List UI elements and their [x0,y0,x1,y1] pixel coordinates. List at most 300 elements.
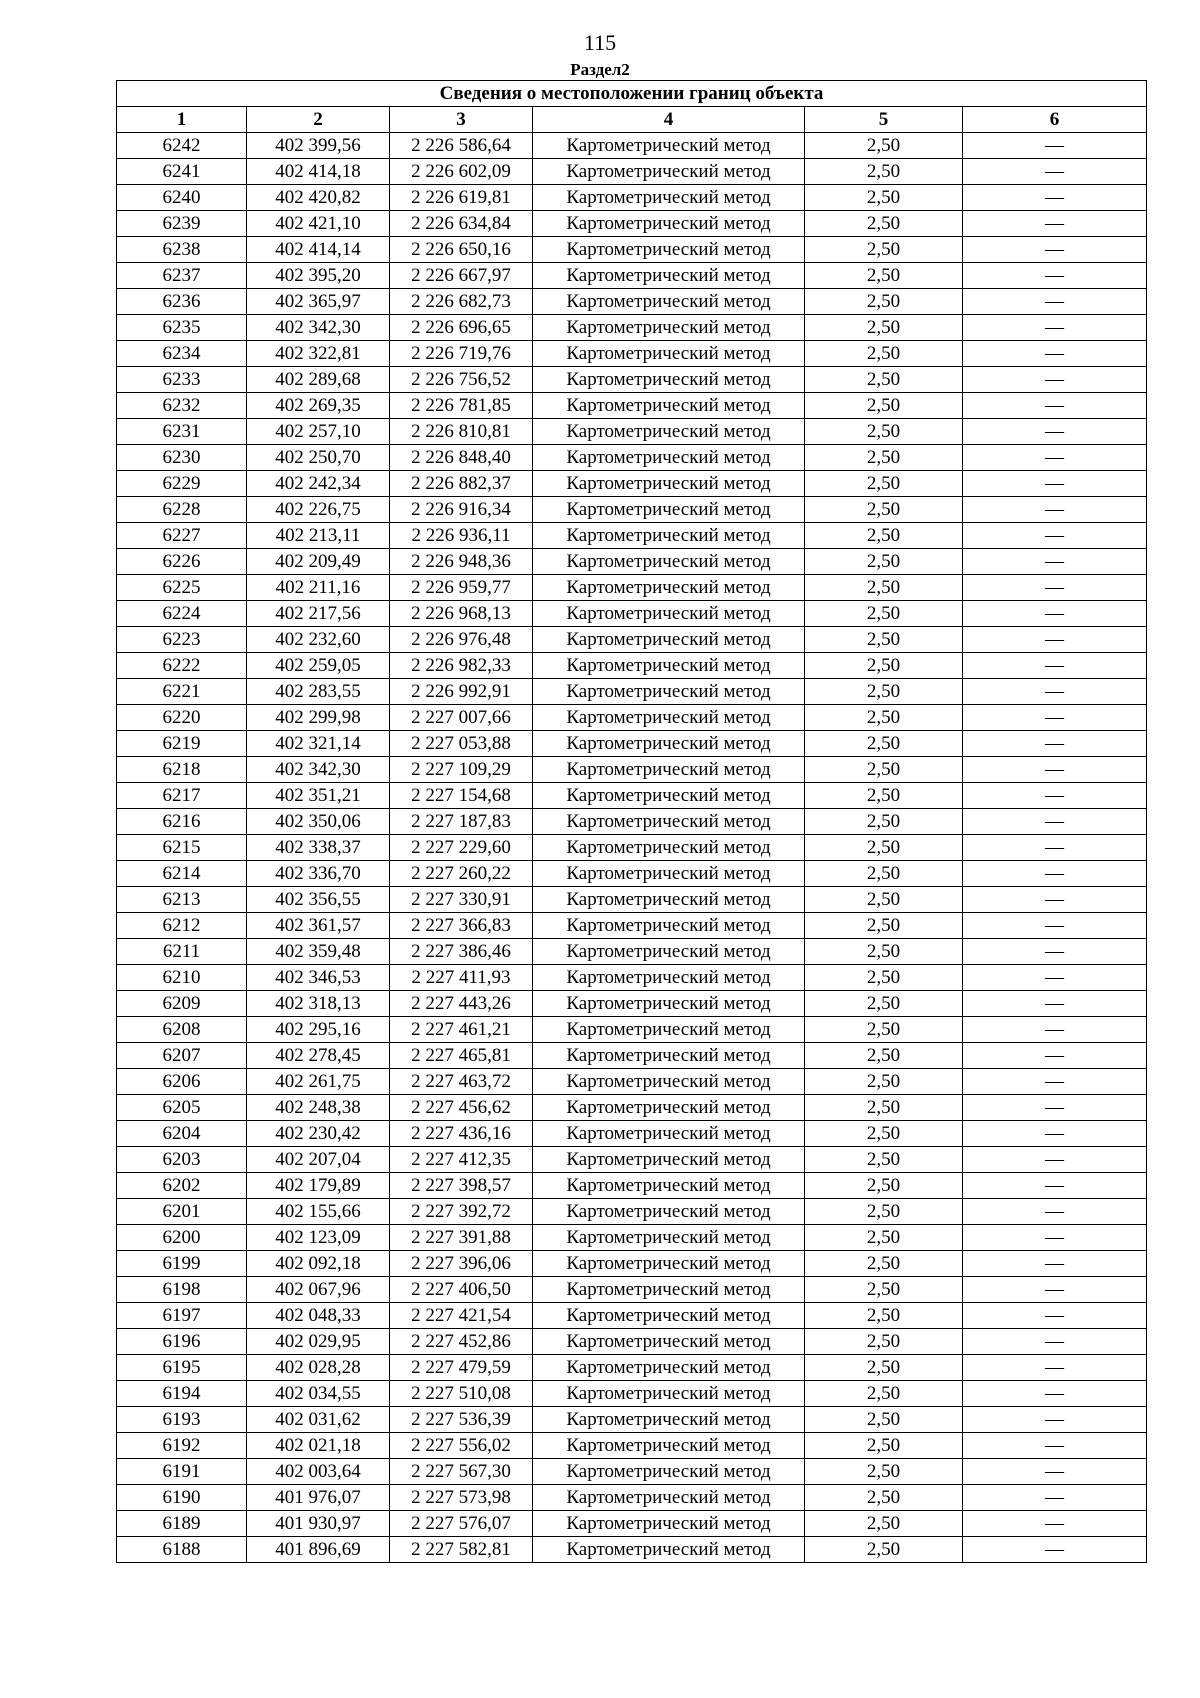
method-cell: Картометрический метод [533,653,805,679]
x-coordinate-cell: 402 179,89 [247,1173,390,1199]
table-row [117,133,1147,159]
x-coordinate-cell: 402 242,34 [247,471,390,497]
point-number-cell: 6225 [117,575,247,601]
method-cell: Картометрический метод [533,783,805,809]
x-coordinate-cell: 402 336,70 [247,861,390,887]
method-cell: Картометрический метод [533,185,805,211]
description-cell: — [963,1173,1147,1199]
point-number-cell: 6207 [117,1043,247,1069]
description-cell: — [963,757,1147,783]
description-cell: — [963,185,1147,211]
table-row [117,419,1147,445]
description-cell: — [963,1537,1147,1563]
y-coordinate-cell: 2 227 576,07 [390,1511,533,1537]
description-cell: — [963,731,1147,757]
y-coordinate-cell: 2 227 556,02 [390,1433,533,1459]
x-coordinate-cell: 402 092,18 [247,1251,390,1277]
table-body [117,133,1147,1563]
point-number-cell: 6209 [117,991,247,1017]
method-cell: Картометрический метод [533,991,805,1017]
description-cell: — [963,393,1147,419]
point-number-cell: 6204 [117,1121,247,1147]
accuracy-cell: 2,50 [805,1147,963,1173]
column-number: 4 [533,107,805,133]
table-row [117,783,1147,809]
x-coordinate-cell: 401 976,07 [247,1485,390,1511]
description-cell: — [963,601,1147,627]
point-number-cell: 6235 [117,315,247,341]
method-cell: Картометрический метод [533,367,805,393]
point-number-cell: 6191 [117,1459,247,1485]
accuracy-cell: 2,50 [805,549,963,575]
point-number-cell: 6189 [117,1511,247,1537]
x-coordinate-cell: 402 351,21 [247,783,390,809]
accuracy-cell: 2,50 [805,1433,963,1459]
table-row [117,445,1147,471]
point-number-cell: 6197 [117,1303,247,1329]
accuracy-cell: 2,50 [805,913,963,939]
x-coordinate-cell: 402 021,18 [247,1433,390,1459]
x-coordinate-cell: 402 420,82 [247,185,390,211]
description-cell: — [963,159,1147,185]
description-cell: — [963,575,1147,601]
x-coordinate-cell: 402 359,48 [247,939,390,965]
accuracy-cell: 2,50 [805,835,963,861]
x-coordinate-cell: 402 031,62 [247,1407,390,1433]
method-cell: Картометрический метод [533,1251,805,1277]
table-row [117,861,1147,887]
x-coordinate-cell: 402 028,28 [247,1355,390,1381]
description-cell: — [963,887,1147,913]
accuracy-cell: 2,50 [805,419,963,445]
accuracy-cell: 2,50 [805,1069,963,1095]
description-cell: — [963,1225,1147,1251]
method-cell: Картометрический метод [533,1173,805,1199]
point-number-cell: 6222 [117,653,247,679]
x-coordinate-cell: 402 299,98 [247,705,390,731]
point-number-cell: 6217 [117,783,247,809]
table-row [117,1069,1147,1095]
accuracy-cell: 2,50 [805,601,963,627]
description-cell: — [963,263,1147,289]
accuracy-cell: 2,50 [805,341,963,367]
accuracy-cell: 2,50 [805,159,963,185]
point-number-cell: 6196 [117,1329,247,1355]
accuracy-cell: 2,50 [805,1511,963,1537]
accuracy-cell: 2,50 [805,185,963,211]
description-cell: — [963,133,1147,159]
point-number-cell: 6213 [117,887,247,913]
accuracy-cell: 2,50 [805,263,963,289]
accuracy-cell: 2,50 [805,1459,963,1485]
x-coordinate-cell: 401 930,97 [247,1511,390,1537]
column-number: 2 [247,107,390,133]
x-coordinate-cell: 401 896,69 [247,1537,390,1563]
point-number-cell: 6205 [117,1095,247,1121]
accuracy-cell: 2,50 [805,1537,963,1563]
point-number-cell: 6195 [117,1355,247,1381]
y-coordinate-cell: 2 227 536,39 [390,1407,533,1433]
method-cell: Картометрический метод [533,1017,805,1043]
y-coordinate-cell: 2 227 510,08 [390,1381,533,1407]
table-row [117,705,1147,731]
column-number: 1 [117,107,247,133]
method-cell: Картометрический метод [533,705,805,731]
table-row [117,393,1147,419]
point-number-cell: 6226 [117,549,247,575]
y-coordinate-cell: 2 226 634,84 [390,211,533,237]
x-coordinate-cell: 402 211,16 [247,575,390,601]
method-cell: Картометрический метод [533,1485,805,1511]
y-coordinate-cell: 2 227 406,50 [390,1277,533,1303]
y-coordinate-cell: 2 227 053,88 [390,731,533,757]
y-coordinate-cell: 2 227 461,21 [390,1017,533,1043]
table-row [117,887,1147,913]
table-row [117,315,1147,341]
point-number-cell: 6219 [117,731,247,757]
table-row [117,575,1147,601]
method-cell: Картометрический метод [533,939,805,965]
y-coordinate-cell: 2 226 976,48 [390,627,533,653]
point-number-cell: 6242 [117,133,247,159]
y-coordinate-cell: 2 227 398,57 [390,1173,533,1199]
accuracy-cell: 2,50 [805,133,963,159]
description-cell: — [963,705,1147,731]
description-cell: — [963,1329,1147,1355]
table-row [117,1303,1147,1329]
y-coordinate-cell: 2 227 392,72 [390,1199,533,1225]
description-cell: — [963,237,1147,263]
point-number-cell: 6227 [117,523,247,549]
accuracy-cell: 2,50 [805,965,963,991]
description-cell: — [963,1043,1147,1069]
table-row [117,1355,1147,1381]
description-cell: — [963,1277,1147,1303]
description-cell: — [963,1355,1147,1381]
table-row [117,211,1147,237]
accuracy-cell: 2,50 [805,1121,963,1147]
table-row [117,1381,1147,1407]
method-cell: Картометрический метод [533,237,805,263]
y-coordinate-cell: 2 226 982,33 [390,653,533,679]
accuracy-cell: 2,50 [805,575,963,601]
x-coordinate-cell: 402 322,81 [247,341,390,367]
y-coordinate-cell: 2 227 436,16 [390,1121,533,1147]
description-cell: — [963,315,1147,341]
table-row [117,289,1147,315]
point-number-cell: 6238 [117,237,247,263]
x-coordinate-cell: 402 399,56 [247,133,390,159]
accuracy-cell: 2,50 [805,289,963,315]
point-number-cell: 6216 [117,809,247,835]
x-coordinate-cell: 402 346,53 [247,965,390,991]
x-coordinate-cell: 402 003,64 [247,1459,390,1485]
method-cell: Картометрический метод [533,1537,805,1563]
accuracy-cell: 2,50 [805,861,963,887]
x-coordinate-cell: 402 029,95 [247,1329,390,1355]
method-cell: Картометрический метод [533,1459,805,1485]
page-number: 115 [583,30,617,55]
method-cell: Картометрический метод [533,1433,805,1459]
y-coordinate-cell: 2 226 992,91 [390,679,533,705]
method-cell: Картометрический метод [533,341,805,367]
point-number-cell: 6199 [117,1251,247,1277]
x-coordinate-cell: 402 414,14 [247,237,390,263]
method-cell: Картометрический метод [533,133,805,159]
y-coordinate-cell: 2 226 882,37 [390,471,533,497]
method-cell: Картометрический метод [533,913,805,939]
point-number-cell: 6194 [117,1381,247,1407]
description-cell: — [963,523,1147,549]
x-coordinate-cell: 402 257,10 [247,419,390,445]
y-coordinate-cell: 2 227 567,30 [390,1459,533,1485]
description-cell: — [963,1407,1147,1433]
accuracy-cell: 2,50 [805,991,963,1017]
description-cell: — [963,809,1147,835]
y-coordinate-cell: 2 226 781,85 [390,393,533,419]
table-row [117,1329,1147,1355]
description-cell: — [963,471,1147,497]
point-number-cell: 6188 [117,1537,247,1563]
table-row [117,497,1147,523]
table-row [117,1017,1147,1043]
y-coordinate-cell: 2 226 916,34 [390,497,533,523]
x-coordinate-cell: 402 207,04 [247,1147,390,1173]
x-coordinate-cell: 402 230,42 [247,1121,390,1147]
table-row [117,471,1147,497]
column-number: 6 [963,107,1147,133]
y-coordinate-cell: 2 227 573,98 [390,1485,533,1511]
method-cell: Картометрический метод [533,1329,805,1355]
x-coordinate-cell: 402 283,55 [247,679,390,705]
method-cell: Картометрический метод [533,965,805,991]
x-coordinate-cell: 402 338,37 [247,835,390,861]
accuracy-cell: 2,50 [805,497,963,523]
x-coordinate-cell: 402 289,68 [247,367,390,393]
y-coordinate-cell: 2 227 187,83 [390,809,533,835]
x-coordinate-cell: 402 226,75 [247,497,390,523]
table-row [117,809,1147,835]
table-row [117,367,1147,393]
accuracy-cell: 2,50 [805,1407,963,1433]
x-coordinate-cell: 402 034,55 [247,1381,390,1407]
table-row [117,1095,1147,1121]
accuracy-cell: 2,50 [805,887,963,913]
table-row [117,1147,1147,1173]
accuracy-cell: 2,50 [805,367,963,393]
x-coordinate-cell: 402 232,60 [247,627,390,653]
accuracy-cell: 2,50 [805,1251,963,1277]
accuracy-cell: 2,50 [805,1329,963,1355]
description-cell: — [963,549,1147,575]
accuracy-cell: 2,50 [805,1381,963,1407]
table-row [117,159,1147,185]
description-cell: — [963,939,1147,965]
method-cell: Картометрический метод [533,471,805,497]
table-row [117,1251,1147,1277]
description-cell: — [963,627,1147,653]
y-coordinate-cell: 2 226 667,97 [390,263,533,289]
x-coordinate-cell: 402 123,09 [247,1225,390,1251]
description-cell: — [963,1485,1147,1511]
y-coordinate-cell: 2 227 582,81 [390,1537,533,1563]
x-coordinate-cell: 402 213,11 [247,523,390,549]
accuracy-cell: 2,50 [805,1277,963,1303]
accuracy-cell: 2,50 [805,523,963,549]
point-number-cell: 6233 [117,367,247,393]
section-title: Раздел2 [570,60,630,79]
point-number-cell: 6210 [117,965,247,991]
y-coordinate-cell: 2 226 619,81 [390,185,533,211]
x-coordinate-cell: 402 414,18 [247,159,390,185]
method-cell: Картометрический метод [533,1095,805,1121]
point-number-cell: 6231 [117,419,247,445]
x-coordinate-cell: 402 342,30 [247,315,390,341]
y-coordinate-cell: 2 226 936,11 [390,523,533,549]
table-row [117,1433,1147,1459]
point-number-cell: 6224 [117,601,247,627]
point-number-cell: 6230 [117,445,247,471]
accuracy-cell: 2,50 [805,939,963,965]
y-coordinate-cell: 2 227 421,54 [390,1303,533,1329]
x-coordinate-cell: 402 361,57 [247,913,390,939]
table-caption-row [117,81,1147,107]
x-coordinate-cell: 402 048,33 [247,1303,390,1329]
point-number-cell: 6208 [117,1017,247,1043]
method-cell: Картометрический метод [533,835,805,861]
table-row [117,653,1147,679]
accuracy-cell: 2,50 [805,627,963,653]
point-number-cell: 6200 [117,1225,247,1251]
x-coordinate-cell: 402 421,10 [247,211,390,237]
accuracy-cell: 2,50 [805,1225,963,1251]
method-cell: Картометрический метод [533,1355,805,1381]
table-caption: Сведения о местоположении границ объекта [117,81,1147,107]
table-row [117,991,1147,1017]
y-coordinate-cell: 2 227 452,86 [390,1329,533,1355]
x-coordinate-cell: 402 248,38 [247,1095,390,1121]
point-number-cell: 6212 [117,913,247,939]
point-number-cell: 6198 [117,1277,247,1303]
description-cell: — [963,679,1147,705]
point-number-cell: 6236 [117,289,247,315]
table-row [117,263,1147,289]
x-coordinate-cell: 402 295,16 [247,1017,390,1043]
description-cell: — [963,783,1147,809]
method-cell: Картометрический метод [533,523,805,549]
x-coordinate-cell: 402 250,70 [247,445,390,471]
point-number-cell: 6237 [117,263,247,289]
method-cell: Картометрический метод [533,1199,805,1225]
x-coordinate-cell: 402 318,13 [247,991,390,1017]
accuracy-cell: 2,50 [805,1485,963,1511]
description-cell: — [963,861,1147,887]
x-coordinate-cell: 402 217,56 [247,601,390,627]
accuracy-cell: 2,50 [805,679,963,705]
table-row [117,913,1147,939]
description-cell: — [963,653,1147,679]
accuracy-cell: 2,50 [805,1199,963,1225]
x-coordinate-cell: 402 365,97 [247,289,390,315]
method-cell: Картометрический метод [533,757,805,783]
table-row [117,679,1147,705]
description-cell: — [963,341,1147,367]
point-number-cell: 6215 [117,835,247,861]
y-coordinate-cell: 2 227 260,22 [390,861,533,887]
table-row [117,939,1147,965]
y-coordinate-cell: 2 227 396,06 [390,1251,533,1277]
y-coordinate-cell: 2 227 443,26 [390,991,533,1017]
coordinates-table [116,80,1147,1563]
method-cell: Картометрический метод [533,263,805,289]
column-number-row [117,107,1147,133]
point-number-cell: 6214 [117,861,247,887]
y-coordinate-cell: 2 227 330,91 [390,887,533,913]
point-number-cell: 6234 [117,341,247,367]
column-number: 5 [805,107,963,133]
description-cell: — [963,913,1147,939]
description-cell: — [963,1511,1147,1537]
point-number-cell: 6221 [117,679,247,705]
description-cell: — [963,835,1147,861]
y-coordinate-cell: 2 227 386,46 [390,939,533,965]
description-cell: — [963,1303,1147,1329]
table-row [117,1459,1147,1485]
y-coordinate-cell: 2 227 411,93 [390,965,533,991]
method-cell: Картометрический метод [533,1147,805,1173]
point-number-cell: 6201 [117,1199,247,1225]
point-number-cell: 6192 [117,1433,247,1459]
table-row [117,1537,1147,1563]
description-cell: — [963,991,1147,1017]
accuracy-cell: 2,50 [805,705,963,731]
method-cell: Картометрический метод [533,1043,805,1069]
table-row [117,549,1147,575]
method-cell: Картометрический метод [533,1303,805,1329]
method-cell: Картометрический метод [533,1511,805,1537]
point-number-cell: 6218 [117,757,247,783]
method-cell: Картометрический метод [533,159,805,185]
y-coordinate-cell: 2 226 968,13 [390,601,533,627]
method-cell: Картометрический метод [533,211,805,237]
table-row [117,1043,1147,1069]
y-coordinate-cell: 2 226 810,81 [390,419,533,445]
method-cell: Картометрический метод [533,1407,805,1433]
method-cell: Картометрический метод [533,809,805,835]
x-coordinate-cell: 402 278,45 [247,1043,390,1069]
accuracy-cell: 2,50 [805,1095,963,1121]
table-row [117,731,1147,757]
y-coordinate-cell: 2 227 007,66 [390,705,533,731]
accuracy-cell: 2,50 [805,211,963,237]
y-coordinate-cell: 2 227 412,35 [390,1147,533,1173]
table-row [117,185,1147,211]
y-coordinate-cell: 2 227 391,88 [390,1225,533,1251]
x-coordinate-cell: 402 067,96 [247,1277,390,1303]
method-cell: Картометрический метод [533,393,805,419]
x-coordinate-cell: 402 395,20 [247,263,390,289]
description-cell: — [963,211,1147,237]
y-coordinate-cell: 2 227 479,59 [390,1355,533,1381]
method-cell: Картометрический метод [533,679,805,705]
method-cell: Картометрический метод [533,497,805,523]
x-coordinate-cell: 402 155,66 [247,1199,390,1225]
x-coordinate-cell: 402 261,75 [247,1069,390,1095]
method-cell: Картометрический метод [533,419,805,445]
description-cell: — [963,1147,1147,1173]
y-coordinate-cell: 2 227 366,83 [390,913,533,939]
description-cell: — [963,1433,1147,1459]
